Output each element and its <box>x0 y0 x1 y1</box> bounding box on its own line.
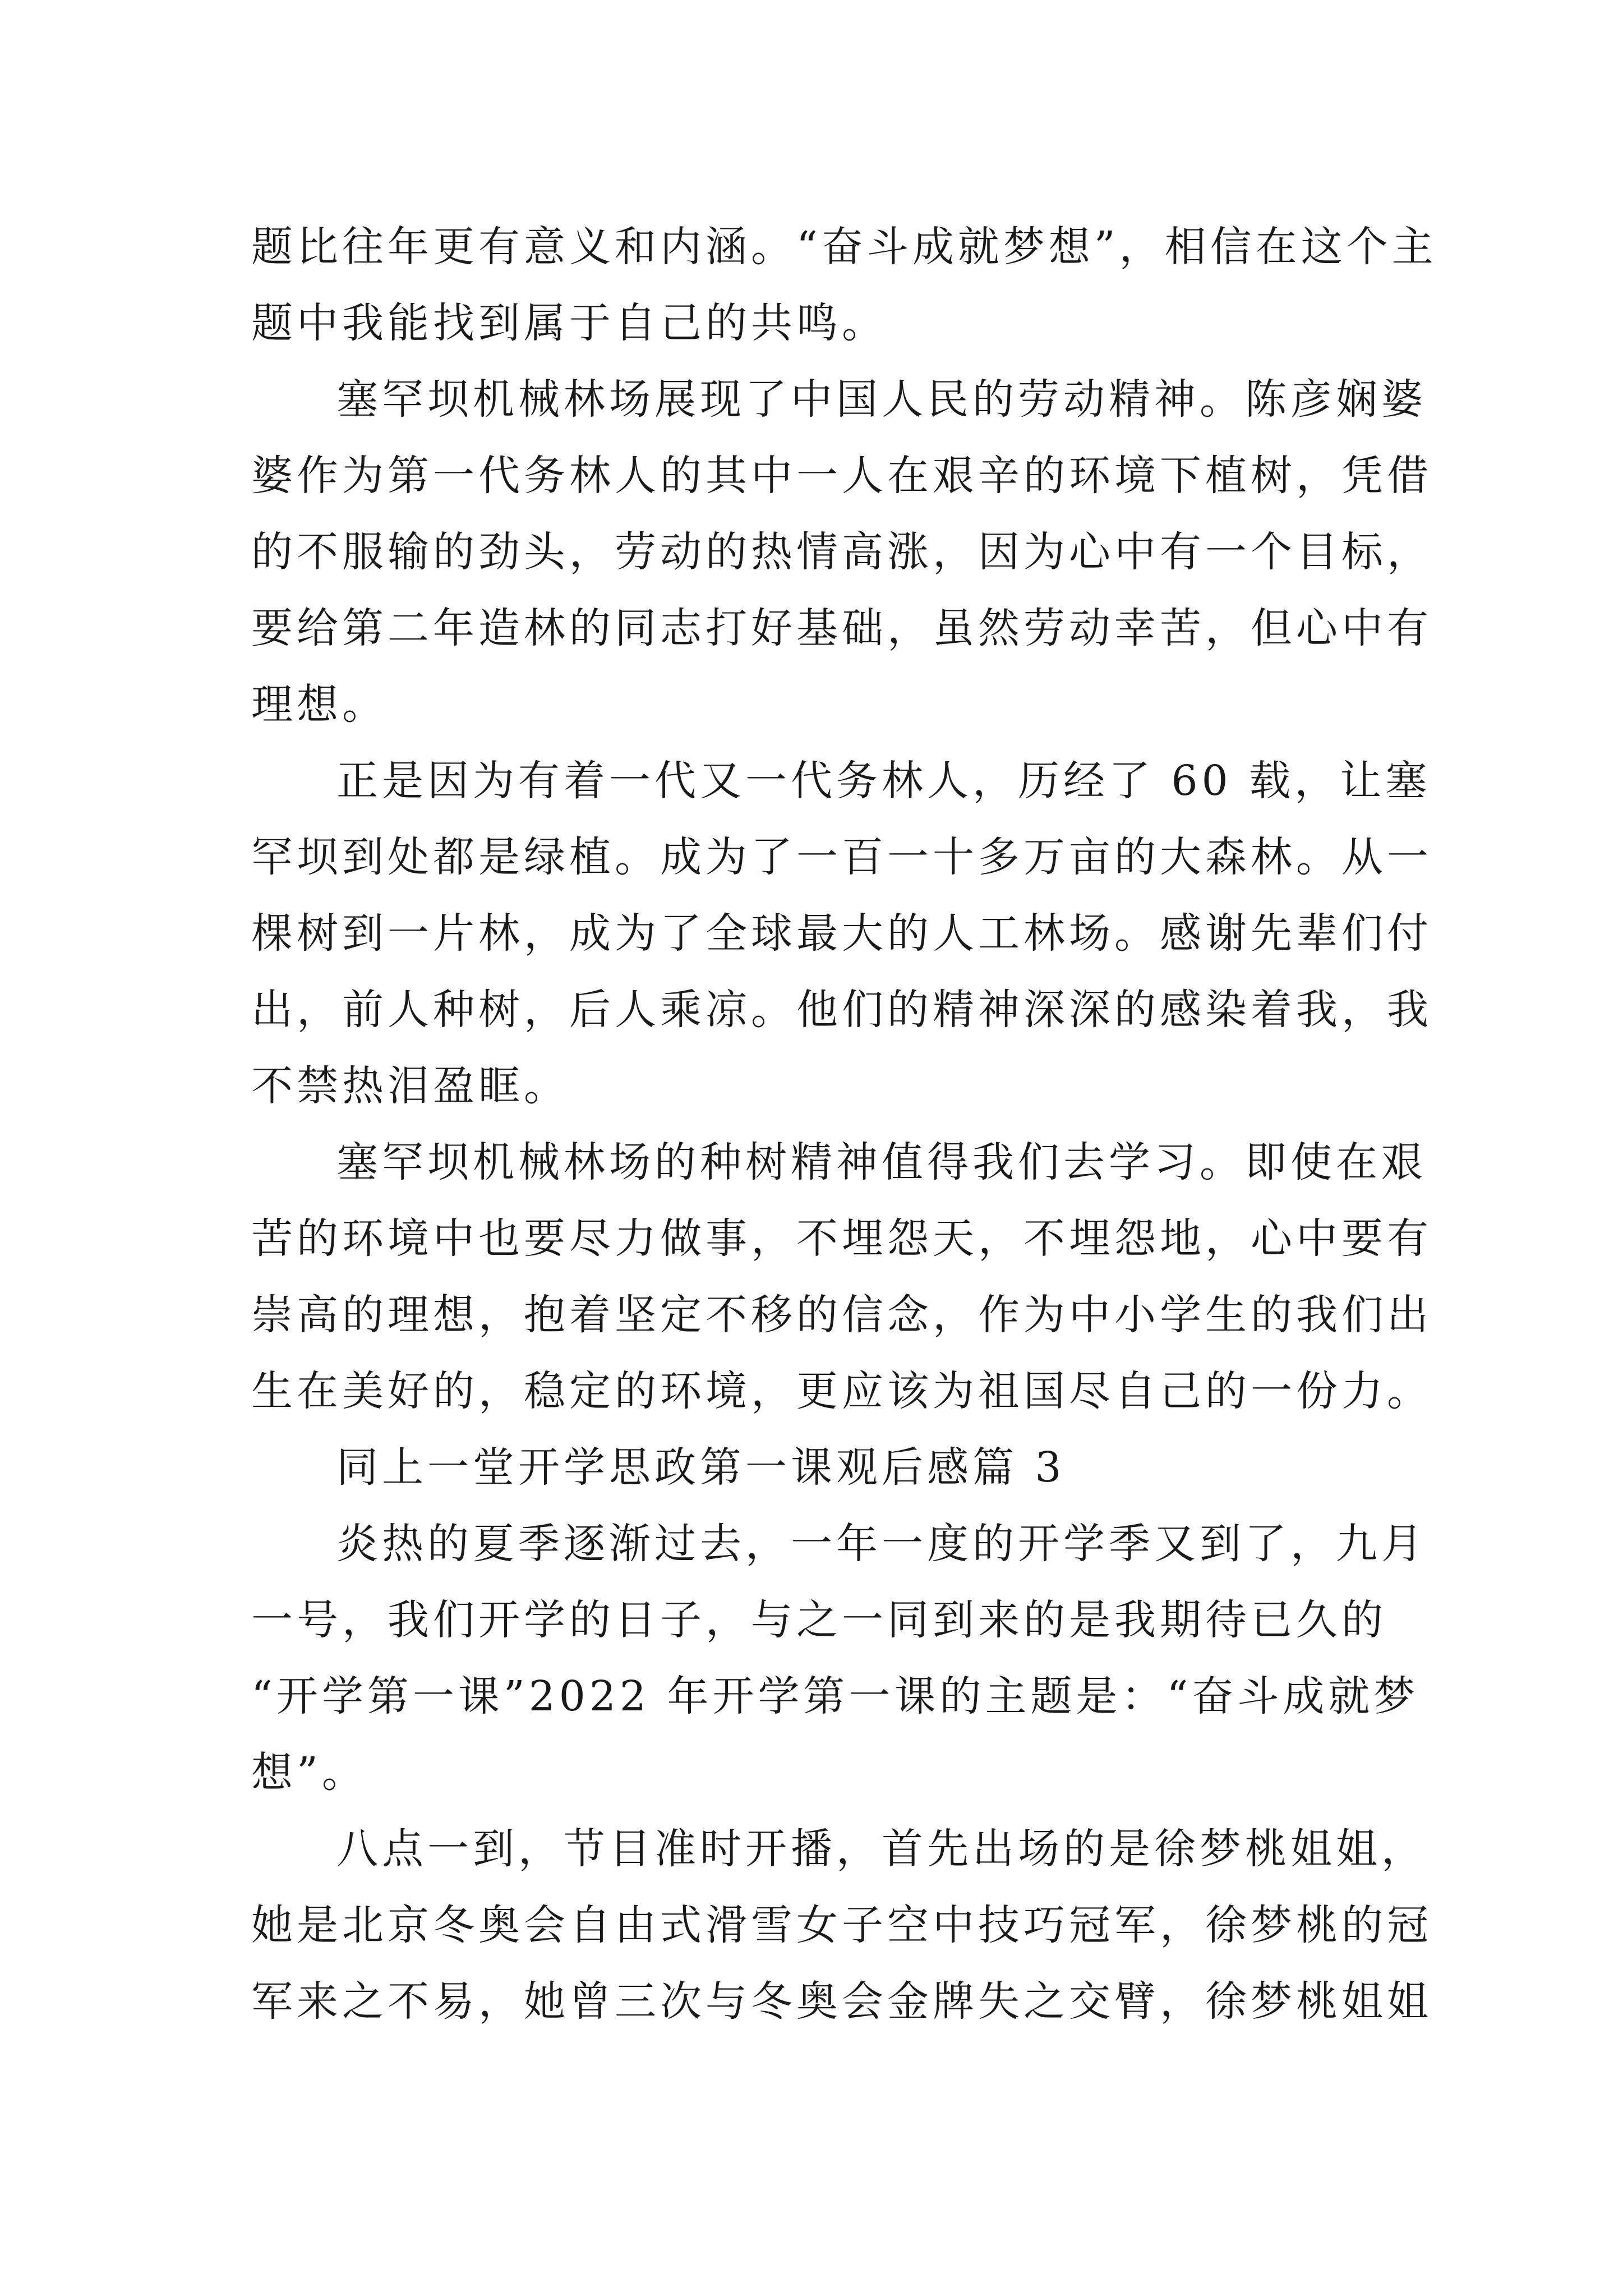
text-line: “开学第一课”2022 年开学第一课的主题是：“奋斗成就梦 <box>251 1672 1419 1720</box>
text-line: 题比往年更有意义和内涵。“奋斗成就梦想”，相信在这个主 <box>251 223 1437 271</box>
text-line: 婆作为第一代务林人的其中一人在艰辛的环境下植树，凭借 <box>251 452 1432 500</box>
text-line: 要给第二年造林的同志打好基础，虽然劳动幸苦，但心中有 <box>251 604 1432 652</box>
text-line: 题中我能找到属于自己的共鸣。 <box>251 299 887 347</box>
text-line: 不禁热泪盈眶。 <box>251 1062 569 1110</box>
text-line: 罕坝到处都是绿植。成为了一百一十多万亩的大森林。从一 <box>251 833 1432 881</box>
text-line: 军来之不易，她曾三次与冬奥会金牌失之交臂，徐梦桃姐姐 <box>251 1977 1432 2026</box>
text-line: 棵树到一片林，成为了全球最大的人工林场。感谢先辈们付 <box>251 909 1432 958</box>
text-line: 理想。 <box>251 680 388 729</box>
text-line: 的不服输的劲头，劳动的热情高涨，因为心中有一个目标， <box>251 528 1432 576</box>
text-line: 正是因为有着一代又一代务林人，历经了 60 载，让塞 <box>336 757 1431 805</box>
text-line: 生在美好的，稳定的环境，更应该为祖国尽自己的一份力。 <box>251 1367 1432 1415</box>
document-body <box>251 209 1437 2040</box>
section-heading: 同上一堂开学思政第一课观后感篇 3 <box>336 1443 1066 1492</box>
text-line: 塞罕坝机械林场的种树精神值得我们去学习。即使在艰 <box>336 1138 1427 1186</box>
text-line: 塞罕坝机械林场展现了中国人民的劳动精神。陈彦娴婆 <box>336 375 1427 424</box>
text-line: 一号，我们开学的日子，与之一同到来的是我期待已久的 <box>251 1596 1387 1644</box>
text-line: 崇高的理想，抱着坚定不移的信念，作为中小学生的我们出 <box>251 1291 1432 1339</box>
text-line: 八点一到，节目准时开播，首先出场的是徐梦桃姐姐， <box>336 1825 1427 1873</box>
text-line: 炎热的夏季逐渐过去，一年一度的开学季又到了，九月 <box>336 1520 1427 1568</box>
text-line: 她是北京冬奥会自由式滑雪女子空中技巧冠军，徐梦桃的冠 <box>251 1901 1432 1949</box>
text-line: 苦的环境中也要尽力做事，不埋怨天，不埋怨地，心中要有 <box>251 1214 1432 1263</box>
text-line: 出，前人种树，后人乘凉。他们的精神深深的感染着我，我 <box>251 986 1432 1034</box>
text-line: 想”。 <box>251 1749 367 1797</box>
